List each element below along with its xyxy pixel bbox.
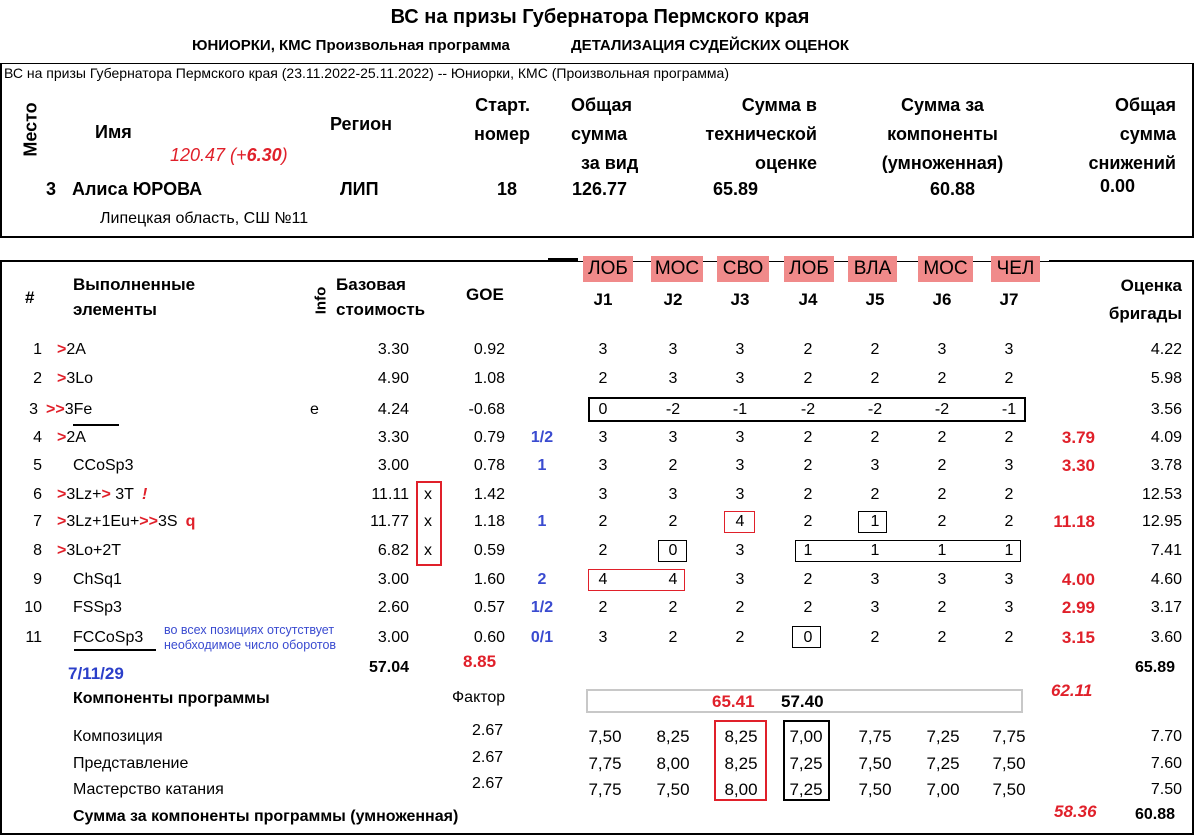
- components-j4-box: [783, 720, 830, 801]
- judge-mark: 2: [1004, 429, 1014, 446]
- element-code: CCoSp3: [73, 457, 134, 474]
- component-row: [0, 723, 1200, 751]
- judge-region-tag: МОС: [918, 256, 973, 282]
- component-mark: 7,25: [926, 727, 960, 746]
- judge-mark: 2: [803, 429, 813, 446]
- element-code: 3Lo+2T: [66, 542, 122, 559]
- row-number: 4: [33, 429, 42, 446]
- components-alt: 62.11: [1051, 681, 1093, 700]
- base-value: 4.90: [377, 370, 409, 387]
- element-name: [57, 481, 147, 509]
- component-mark: 7,75: [992, 727, 1026, 746]
- tech-header: Сумма в технической оценке: [705, 95, 817, 173]
- skater-region: ЛИП: [340, 179, 379, 199]
- judge-mark: 2: [870, 629, 880, 646]
- highlight-r9-j1-j2: [588, 569, 685, 591]
- judge-mark: 2: [1004, 370, 1014, 387]
- downgrade-mark: >: [57, 513, 67, 530]
- base-value: 6.82: [377, 542, 409, 559]
- judge-region-tag: ЛОБ: [583, 256, 633, 282]
- component-mark: 7,50: [992, 754, 1026, 773]
- highlight-row3: [588, 397, 1026, 422]
- component-score: 7.70: [1150, 728, 1182, 745]
- components-total-label: Сумма за компоненты программы (умноженная): [73, 808, 459, 825]
- judge-mark: 0: [803, 629, 813, 646]
- judge-code: J5: [865, 290, 885, 309]
- judge-mark: 1: [870, 542, 880, 559]
- components-title: Компоненты программы: [73, 690, 270, 707]
- components-total-alt: 58.36: [1054, 802, 1097, 821]
- skater-club: Липецкая область, СШ №11: [100, 210, 309, 227]
- judge-mark: 3: [735, 341, 745, 358]
- component-mark: 7,25: [789, 780, 823, 799]
- judge-mark: 2: [1004, 486, 1014, 503]
- base-value: 3.00: [377, 571, 409, 588]
- component-mark: 7,75: [858, 727, 892, 746]
- judge-mark: 2: [735, 629, 745, 646]
- judge-mark: 1: [803, 542, 813, 559]
- underline-fccosp3: [74, 649, 156, 651]
- highlight-r11-j4: [792, 626, 821, 648]
- panel-score: 3.60: [1150, 629, 1182, 646]
- element-name: [57, 566, 122, 594]
- downgrade-mark: >: [57, 341, 67, 358]
- panel-score: 5.98: [1150, 370, 1182, 387]
- judge-code: J3: [730, 290, 750, 309]
- judge-mark: -1: [732, 401, 748, 418]
- element-name: [57, 336, 86, 364]
- element-code-2: 3S: [157, 513, 178, 530]
- element-name: [57, 424, 86, 452]
- judge-mark: -1: [1001, 401, 1017, 418]
- goe-value: 1.18: [473, 513, 505, 530]
- page-subtitle-right: ДЕТАЛИЗАЦИЯ СУДЕЙСКИХ ОЦЕНОК: [571, 37, 850, 54]
- base-value: 3.00: [377, 629, 409, 646]
- highlight-r8-j4-j7: [795, 540, 1021, 562]
- element-code: 2A: [66, 341, 86, 358]
- underline-3fe: [73, 424, 119, 426]
- judge-mark: 2: [598, 370, 608, 387]
- judge-mark: 3: [668, 341, 678, 358]
- judge-mark: 2: [937, 486, 947, 503]
- element-name: [57, 537, 121, 565]
- page-title: ВС на призы Губернатора Пермского края: [390, 6, 810, 28]
- x-mark: x: [424, 513, 432, 530]
- judge-mark: 2: [803, 513, 813, 530]
- judge-mark: 2: [803, 599, 813, 616]
- feature-fraction: 1: [537, 457, 547, 474]
- panel-score: 12.53: [1141, 486, 1182, 503]
- judge-mark: 2: [1004, 629, 1014, 646]
- row-number: 1: [33, 341, 42, 358]
- judge-region-tag: МОС: [651, 256, 703, 282]
- judge-mark: -2: [665, 401, 681, 418]
- judge-mark: 3: [735, 429, 745, 446]
- element-count: 7/11/29: [68, 664, 124, 683]
- component-mark: 8,25: [724, 754, 758, 773]
- alt-score: 4.00: [1061, 570, 1095, 589]
- judge-mark: 4: [598, 571, 608, 588]
- total-header: Общая сумма за вид: [571, 95, 639, 173]
- component-mark: 7,25: [789, 754, 823, 773]
- table-row: [0, 594, 1200, 622]
- element-code: FCCoSp3: [73, 629, 144, 646]
- judge-mark: 3: [598, 486, 608, 503]
- factor-label: Фактор: [452, 689, 506, 706]
- feature-fraction: 1/2: [530, 429, 554, 446]
- name-header: Имя: [95, 122, 132, 142]
- element-code: 3Fe: [64, 401, 93, 418]
- component-mark: 7,50: [588, 727, 622, 746]
- element-code: 3Lz+1Eu+: [66, 513, 140, 530]
- judge-code: J1: [593, 290, 613, 309]
- judge-mark: 2: [668, 513, 678, 530]
- page-subtitle-left: ЮНИОРКИ, КМС Произвольная программа: [192, 37, 510, 54]
- component-name: Мастерство катания: [73, 781, 224, 798]
- judge-mark: 3: [598, 629, 608, 646]
- base-value: 4.24: [377, 401, 409, 418]
- panel-score: 7.41: [1150, 542, 1182, 559]
- judge-mark: 2: [803, 571, 813, 588]
- element-code-2: 3T: [110, 486, 134, 503]
- goe-value: 0.92: [473, 341, 505, 358]
- judge-mark: 2: [598, 542, 608, 559]
- judge-mark: 3: [668, 370, 678, 387]
- element-code: 2A: [66, 429, 86, 446]
- skater-tes: 65.89: [713, 179, 759, 199]
- judge-mark: 2: [803, 457, 813, 474]
- region-header: Регион: [330, 114, 392, 134]
- row-number: 2: [33, 370, 42, 387]
- judge-mark: 2: [803, 486, 813, 503]
- judge-mark: 2: [870, 341, 880, 358]
- judge-mark: 2: [803, 370, 813, 387]
- judge-mark: 2: [937, 513, 947, 530]
- judge-mark: 3: [735, 457, 745, 474]
- base-value: 3.00: [377, 457, 409, 474]
- judge-code: J7: [999, 290, 1019, 309]
- info-header: Info: [312, 286, 330, 315]
- downgrade-mark: >: [57, 542, 67, 559]
- table-row: [0, 452, 1200, 480]
- panel-score: 3.56: [1150, 401, 1182, 418]
- x-mark: x: [424, 542, 432, 559]
- feature-fraction: 1/2: [530, 599, 554, 616]
- deductions-header: Общая сумма снижений: [1088, 95, 1176, 173]
- row-number: 11: [25, 629, 42, 646]
- judge-mark: 0: [598, 401, 608, 418]
- judge-region-tag: ВЛА: [848, 256, 897, 282]
- base-value: 2.60: [377, 599, 409, 616]
- judge-mark: 2: [668, 629, 678, 646]
- element-code: ChSq1: [73, 571, 122, 588]
- component-mark: 7,50: [858, 780, 892, 799]
- judge-mark: 4: [735, 513, 745, 530]
- goe-header: GOE: [466, 285, 504, 304]
- component-mark: 8,00: [724, 780, 758, 799]
- goe-value: 0.78: [473, 457, 505, 474]
- goe-value: 0.57: [473, 599, 505, 616]
- judge-mark: 3: [598, 341, 608, 358]
- table-row: [0, 336, 1200, 364]
- panel-header: Оценка бригады: [1108, 276, 1182, 323]
- pcs-header: Сумма за компоненты (умноженная): [881, 95, 1004, 173]
- feature-fraction: 2: [537, 571, 547, 588]
- total-base: 57.04: [369, 659, 410, 676]
- element-code: FSSp3: [73, 599, 122, 616]
- judge-mark: 3: [937, 341, 947, 358]
- judge-mark: 4: [668, 571, 678, 588]
- row-number: 10: [24, 599, 42, 616]
- component-mark: 7,50: [992, 780, 1026, 799]
- component-mark: 8,25: [656, 727, 690, 746]
- judge-region-tag: ЛОБ: [784, 256, 834, 282]
- judge-mark: 3: [870, 599, 880, 616]
- judge-mark: 2: [937, 629, 947, 646]
- component-mark: 7,75: [588, 780, 622, 799]
- judge-code: J4: [798, 290, 818, 309]
- goe-value: 1.60: [473, 571, 505, 588]
- base-value: 11.11: [371, 486, 409, 503]
- rotation-note: во всех позициях отсутствует необходимое число оборотов: [164, 623, 337, 652]
- start-header: Старт. номер: [474, 95, 530, 144]
- component-factor: 2.67: [472, 749, 504, 766]
- component-row: [0, 750, 1200, 778]
- row-number: 6: [33, 486, 42, 503]
- judges-gap-edge-left: [548, 258, 578, 261]
- judge-mark: 2: [937, 370, 947, 387]
- skater-pcs: 60.88: [930, 179, 976, 199]
- highlight-r8-j2: [658, 540, 687, 562]
- judge-region-tag: ЧЕЛ: [991, 256, 1040, 282]
- base-header: Базовая стоимость: [336, 275, 426, 319]
- score-note: 120.47 (+6.30): [170, 145, 288, 165]
- alt-score: 3.30: [1061, 456, 1095, 475]
- total-tech-score: 65.89: [1135, 659, 1176, 676]
- judge-mark: 2: [735, 599, 745, 616]
- judge-mark: 3: [870, 457, 880, 474]
- judge-mark: 3: [735, 486, 745, 503]
- judge-mark: 3: [598, 429, 608, 446]
- goe-value: 1.42: [473, 486, 505, 503]
- judge-mark: 1: [937, 542, 947, 559]
- panel-score: 4.22: [1150, 341, 1182, 358]
- components-sum-red: 65.41: [712, 692, 755, 711]
- judge-mark: 3: [598, 457, 608, 474]
- element-flag: q: [185, 513, 196, 530]
- judge-mark: -2: [800, 401, 816, 418]
- base-value: 3.30: [377, 341, 409, 358]
- judge-region-tag: СВО: [717, 256, 769, 282]
- downgrade-mark: >>: [139, 513, 158, 530]
- judge-mark: 3: [937, 571, 947, 588]
- component-name: Композиция: [73, 728, 163, 745]
- component-factor: 2.67: [472, 722, 504, 739]
- place-header: Место: [20, 102, 41, 157]
- row-number: 7: [33, 513, 42, 530]
- base-value: 11.77: [370, 513, 409, 530]
- downgrade-mark: >: [57, 486, 67, 503]
- judge-mark: 3: [735, 370, 745, 387]
- panel-score: 4.09: [1150, 429, 1182, 446]
- feature-fraction: 1: [537, 513, 547, 530]
- element-name: [46, 396, 92, 424]
- component-mark: 8,25: [724, 727, 758, 746]
- alt-score: 3.15: [1061, 628, 1095, 647]
- x-mark-box: [416, 481, 442, 566]
- judge-mark: -2: [934, 401, 950, 418]
- component-mark: 7,50: [656, 780, 690, 799]
- num-header: #: [25, 288, 35, 307]
- table-row: [0, 508, 1200, 536]
- judge-mark: 1: [870, 513, 880, 530]
- judge-mark: 3: [735, 571, 745, 588]
- component-score: 7.60: [1150, 755, 1182, 772]
- event-line: ВС на призы Губернатора Пермского края (23.11.2022-25.11.2022) -- Юниорки, КМС (Произвольная программа): [4, 65, 729, 81]
- judge-mark: 2: [937, 599, 947, 616]
- component-mark: 7,25: [926, 754, 960, 773]
- row-number: 3: [29, 401, 38, 418]
- element-name: [57, 508, 195, 536]
- skater-start-no: 18: [497, 179, 518, 199]
- element-info: e: [310, 401, 319, 418]
- row-number: 9: [33, 571, 42, 588]
- base-value: 3.30: [377, 429, 409, 446]
- judge-mark: 2: [1004, 513, 1014, 530]
- judge-mark: 2: [598, 513, 608, 530]
- downgrade-mark: >: [57, 429, 67, 446]
- goe-value: 1.08: [473, 370, 505, 387]
- highlight-r7-j3: [724, 511, 755, 533]
- element-name: [57, 624, 143, 652]
- row-number: 8: [33, 542, 42, 559]
- judge-mark: 3: [1004, 599, 1014, 616]
- components-total: 60.88: [1135, 806, 1176, 823]
- judge-code: J2: [663, 290, 683, 309]
- component-mark: 7,50: [858, 754, 892, 773]
- judge-mark: 3: [1004, 571, 1014, 588]
- goe-value: 0.60: [473, 629, 505, 646]
- goe-value: 0.59: [473, 542, 505, 559]
- judge-mark: 2: [870, 429, 880, 446]
- total-goe: 8.85: [463, 652, 497, 671]
- alt-score: 11.18: [1053, 512, 1095, 531]
- judge-mark: 3: [1004, 457, 1014, 474]
- components-j3-box: [714, 720, 767, 801]
- judge-mark: 2: [870, 370, 880, 387]
- component-factor: 2.67: [472, 775, 504, 792]
- judge-mark: 2: [937, 457, 947, 474]
- judge-mark: 3: [668, 486, 678, 503]
- panel-score: 3.17: [1150, 599, 1182, 616]
- judge-code: J6: [932, 290, 952, 309]
- skater-name: Алиса ЮРОВА: [72, 179, 203, 199]
- component-name: Представление: [73, 755, 189, 772]
- judge-mark: 3: [668, 429, 678, 446]
- judge-mark: 3: [870, 571, 880, 588]
- judge-mark: -2: [867, 401, 883, 418]
- panel-score: 12.95: [1141, 513, 1182, 530]
- element-name: [57, 452, 133, 480]
- element-flag: !: [141, 486, 148, 503]
- row-number: 5: [33, 457, 42, 474]
- element-code: 3Lo: [66, 370, 94, 387]
- feature-fraction: 0/1: [530, 629, 554, 646]
- component-mark: 8,00: [656, 754, 690, 773]
- alt-score: 2.99: [1061, 598, 1095, 617]
- judge-mark: 3: [1004, 341, 1014, 358]
- table-row: [0, 481, 1200, 509]
- component-mark: 7,00: [789, 727, 823, 746]
- skater-total: 126.77: [572, 179, 628, 199]
- judge-mark: 3: [735, 542, 745, 559]
- component-mark: 7,00: [926, 780, 960, 799]
- goe-value: 0.79: [473, 429, 505, 446]
- downgrade-mark: >: [57, 370, 67, 387]
- component-score: 7.50: [1150, 781, 1182, 798]
- component-mark: 7,75: [588, 754, 622, 773]
- highlight-r7-j5: [858, 511, 887, 533]
- judge-mark: 2: [598, 599, 608, 616]
- judge-mark: 1: [1004, 542, 1014, 559]
- skater-deductions: 0.00: [1100, 176, 1136, 196]
- panel-score: 4.60: [1150, 571, 1182, 588]
- element-name: [57, 365, 93, 393]
- judge-mark: 2: [668, 599, 678, 616]
- skater-place: 3: [46, 179, 57, 199]
- judge-mark: 2: [870, 486, 880, 503]
- judge-mark: 2: [668, 457, 678, 474]
- downgrade-mark: >: [101, 486, 111, 503]
- judge-mark: 2: [803, 341, 813, 358]
- component-row: [0, 776, 1200, 804]
- alt-score: 3.79: [1061, 428, 1095, 447]
- judge-mark: 2: [937, 429, 947, 446]
- table-row: [0, 365, 1200, 393]
- element-code: 3Lz+: [66, 486, 102, 503]
- goe-value: -0.68: [468, 401, 505, 418]
- panel-score: 3.78: [1150, 457, 1182, 474]
- x-mark: x: [424, 486, 432, 503]
- table-row: [0, 424, 1200, 452]
- element-name: [57, 594, 122, 622]
- components-sum-black: 57.40: [781, 692, 824, 711]
- elements-header: Выполненные элементы: [73, 275, 196, 319]
- judge-mark: 0: [668, 542, 678, 559]
- downgrade-mark: >>: [46, 401, 65, 418]
